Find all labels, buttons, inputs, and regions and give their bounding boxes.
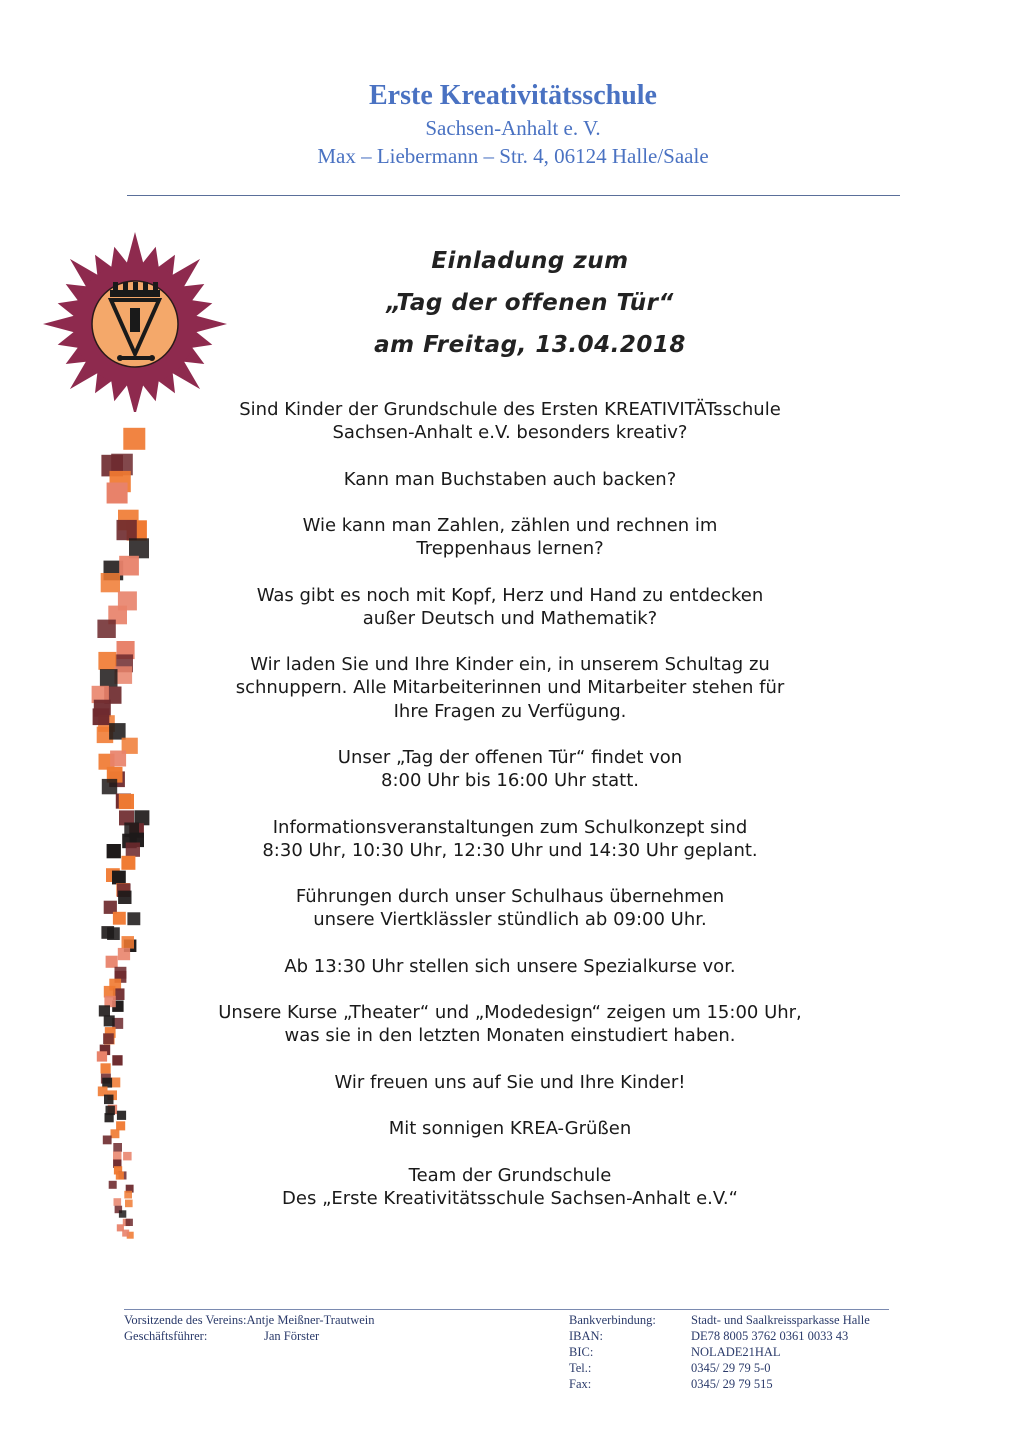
tel-label: Tel.: [569,1361,592,1375]
decor-square [117,1111,126,1120]
body-paragraph [200,398,820,444]
decor-square [111,1129,120,1138]
body-line: unsere Viertklässler stündlich ab 09:00 Uhr. [313,909,707,931]
decor-square [106,956,118,968]
decor-square [98,1087,108,1097]
invitation-heading [260,240,800,366]
decor-square [115,1206,123,1214]
decor-square [124,823,139,838]
letter-body [200,398,820,1233]
decor-square [94,700,111,717]
decor-square [117,883,131,897]
decor-square [106,1106,115,1115]
decor-square [112,1001,123,1012]
school-name: Erste Kreativitätsschule [369,80,657,111]
body-paragraph [200,468,820,491]
school-state: Sachsen-Anhalt e. V. [425,116,601,140]
bic-label: BIC: [569,1345,594,1359]
school-sun-emblem-icon [40,232,230,412]
decor-square [107,1090,117,1100]
body-paragraph [200,514,820,560]
decor-square [102,1078,112,1088]
decor-square [103,1136,112,1145]
body-line: Ihre Fragen zu Verfügung. [393,700,627,722]
body-line: schnuppern. Alle Mitarbeiterinnen und Mitarbeiter stehen für [235,677,785,699]
decor-square [116,883,130,897]
decor-square [97,727,114,744]
invitation-line-2: „Tag der offenen Tür“ [386,290,674,316]
body-line: Unsere Kurse „Theater“ und „Modedesign“ zeigen um 15:00 Uhr, [218,1002,802,1024]
decor-square [127,520,147,540]
body-line: Mit sonnigen KREA-Grüßen [388,1118,632,1140]
school-address: Max – Liebermann – Str. 4, 06124 Halle/Saale [317,144,709,168]
decor-square [104,687,121,704]
decor-square [119,810,134,825]
letterhead-divider [127,195,900,196]
decor-square [119,556,139,576]
decor-square [113,988,125,1000]
footer-bank-labels [569,1312,689,1392]
fax-value: 0345/ 29 79 515 [691,1377,773,1391]
decor-square [123,1219,130,1226]
iban-value: DE78 8005 3762 0361 0033 43 [691,1329,849,1343]
decor-square [92,686,109,703]
decor-square [104,1015,115,1026]
decor-square [117,641,135,659]
decor-square [116,1121,125,1130]
body-line: was sie in den letzten Monaten einstudiert haben. [284,1025,736,1047]
decor-square [113,912,126,925]
decor-square [113,1152,122,1161]
decor-square [122,738,138,754]
decor-square [110,751,126,767]
body-paragraph [200,1117,820,1140]
body-paragraph [200,816,820,862]
decor-square [108,606,127,625]
decor-square [121,856,135,870]
decor-square [109,1181,117,1189]
body-paragraph [200,653,820,723]
body-line: Des „Erste Kreativitätsschule Sachsen-Anhalt e.V.“ [282,1187,738,1209]
decor-square [107,767,123,783]
decor-square [114,1198,122,1206]
decor-square [105,1113,114,1122]
decor-square [122,834,137,849]
decor-square [97,1051,107,1061]
body-paragraph [200,885,820,931]
bic-value: NOLADE21HAL [691,1345,781,1359]
decor-square [114,1166,122,1174]
decor-square [107,927,120,940]
decor-square [109,979,121,991]
decor-square [101,573,120,592]
decor-square [108,1105,117,1114]
decor-square [124,940,136,953]
decor-square [106,868,120,882]
decor-square [101,1063,111,1073]
decor-square [126,1219,133,1226]
decor-square [125,1200,133,1208]
bank-value: Stadt- und Saalkreissparkasse Halle [691,1313,870,1327]
body-line: Team der Grundschule [408,1164,612,1186]
decor-square [122,936,135,949]
decor-square [115,654,133,672]
decor-square [104,986,116,998]
decor-square [111,454,133,476]
decor-square [99,1005,110,1016]
decor-square [116,1172,124,1180]
decor-square [123,1152,132,1161]
decor-square [112,1055,122,1065]
body-line: Sachsen-Anhalt e.V. besonders kreativ? [332,422,688,444]
decor-square [102,779,117,794]
decor-square [122,1230,129,1237]
body-line: Wie kann man Zahlen, zählen und rechnen im [302,514,718,536]
decor-square [101,455,123,477]
footer-association [124,1312,564,1344]
body-line: Informationsveranstaltungen zum Schulkonzept sind [272,816,748,838]
decor-square [100,1045,111,1056]
body-line: Kann man Buchstaben auch backen? [343,468,677,490]
body-line: Sind Kinder der Grundschule des Ersten KREATIVITÄTsschule [239,399,781,420]
decor-square [119,1210,126,1217]
decor-square [127,912,140,925]
decor-square [130,833,145,848]
decor-square [103,1033,114,1044]
letterhead [0,78,1018,170]
body-line: Wir freuen uns auf Sie und Ihre Kinder! [334,1071,686,1093]
tel-value: 0345/ 29 79 5-0 [691,1361,771,1375]
footer-bank-values [691,1312,901,1392]
decor-square [104,901,117,914]
decor-square [93,708,110,725]
decor-square [118,591,137,610]
chair-value: Antje Meißner-Trautwein [246,1313,375,1327]
decor-square [119,794,134,809]
manager-label: Geschäftsführer: [124,1329,208,1343]
decor-square [115,971,127,983]
decor-square [126,1185,134,1193]
decor-square [113,1143,122,1152]
decor-square [117,1224,124,1231]
decor-square [104,1034,115,1045]
decor-square [115,967,127,979]
decor-square [110,471,131,492]
decor-square [110,1078,120,1088]
decor-square [104,1095,114,1105]
decor-square [97,620,115,638]
decor-square [118,510,139,531]
body-line: außer Deutsch und Mathematik? [362,607,658,629]
decor-square [107,483,128,504]
body-line: Ab 13:30 Uhr stellen sich unsere Spezialkurse vor. [284,955,736,977]
decor-square [112,1018,123,1029]
body-line: 8:00 Uhr bis 16:00 Uhr statt. [381,770,639,792]
chair-label: Vorsitzende des Vereins: [124,1313,247,1327]
decor-square [98,652,116,670]
decor-square [100,669,118,687]
body-line: Unser „Tag der offenen Tür“ findet von [337,746,683,768]
decor-square [104,996,115,1007]
decor-square [105,1027,116,1038]
square-column-decoration [0,0,200,1440]
decor-square [116,794,131,809]
decor-square [134,810,149,825]
fax-label: Fax: [569,1377,592,1391]
body-paragraph [200,955,820,978]
decor-square [124,1191,132,1199]
decor-square [101,926,114,939]
body-line: Was gibt es noch mit Kopf, Herz und Hand zu entdecken [256,584,764,606]
iban-label: IBAN: [569,1329,604,1343]
invitation-line-3: am Freitag, 13.04.2018 [374,332,686,358]
decor-square [101,1074,111,1084]
body-paragraph [200,1001,820,1047]
bank-label: Bankverbindung: [569,1313,656,1327]
decor-square [117,520,137,540]
body-paragraph [200,1164,820,1210]
decor-square [109,723,126,740]
decor-square [129,538,149,558]
decor-square [109,771,125,787]
decor-square [126,843,140,857]
decor-square [104,561,124,581]
invitation-line-1: Einladung zum [431,248,629,274]
decor-square [98,715,115,732]
decor-square [99,754,115,770]
body-line: Wir laden Sie und Ihre Kinder ein, in unserem Schultag zu [250,654,770,676]
body-paragraph [200,584,820,630]
decor-square [112,871,126,885]
body-paragraph [200,746,820,792]
decor-square [127,1232,134,1239]
decor-square [129,823,144,838]
decor-square [123,428,145,450]
body-line: Führungen durch unser Schulhaus übernehmen [295,886,725,908]
decor-square [118,891,131,904]
decor-square [115,666,133,684]
decor-square [113,1160,121,1168]
body-line: 8:30 Uhr, 10:30 Uhr, 12:30 Uhr und 14:30 Uhr geplant. [262,839,758,861]
manager-value: Jan Förster [264,1329,320,1343]
decor-square [118,1171,126,1179]
body-paragraph [200,1071,820,1094]
body-line: Treppenhaus lernen? [416,538,604,560]
decor-square [118,948,130,960]
footer-divider [124,1309,889,1310]
decor-square [107,844,121,858]
